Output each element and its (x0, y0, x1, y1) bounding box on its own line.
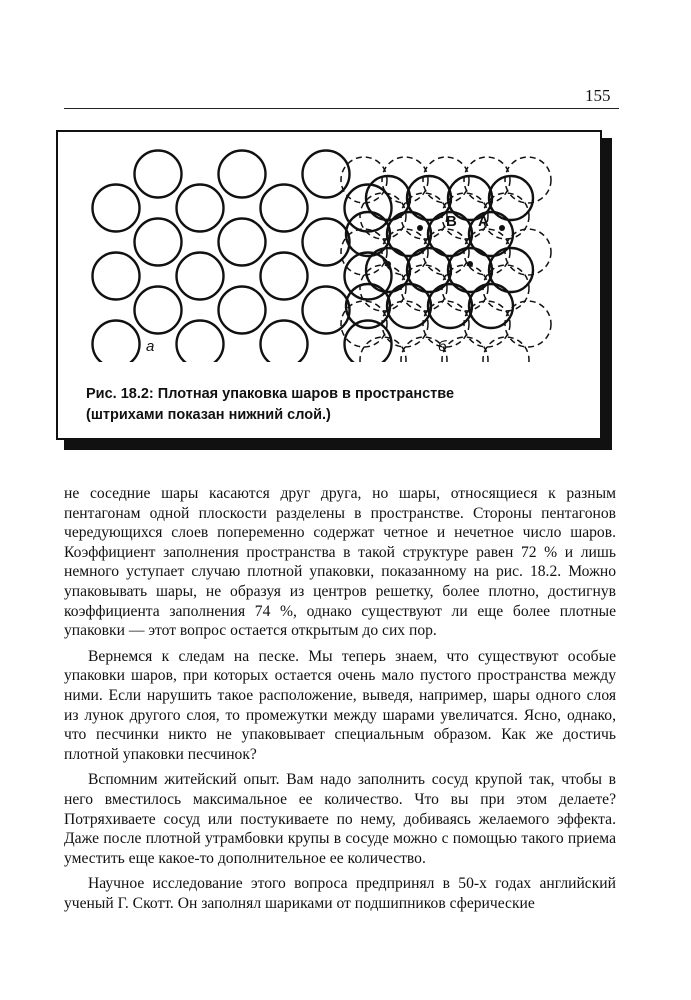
caption-line-1: Рис. 18.2: Плотная упаковка шаров в пространстве (86, 386, 455, 402)
sphere-circle (219, 287, 266, 334)
sphere-circle (219, 219, 266, 266)
paragraph: Вернемся к следам на песке. Мы теперь знаем, что существуют особые упаковки шаров, при которых остается очень мало пустого пространства между ними. Если нарушить такое расположение, выведя, например, шары одного слоя из лунок другого слоя, то промежутки между шарами увеличатся. Ясно, однако, что песчинки никто не упаковывает специальным образом. Как же достичь плотной упаковки песчинок? (64, 647, 616, 763)
header-rule (64, 108, 619, 109)
sphere-circle (93, 253, 140, 300)
sphere-circle (177, 185, 224, 232)
void-dot (417, 225, 423, 231)
sphere-circle (177, 321, 224, 363)
void-dot (467, 261, 473, 267)
paragraph: не соседние шары касаются друг друга, но шары, относящиеся к разным пентагонам одной плоскости разделены в пространстве. Стороны пентагонов чередующихся слоев попеременно содержат четное и нечетное число шаров. Коэффициент заполнения пространства в такой структуре равен 72 % и лишь немного уступает случаю плотной упаковки, показанному на рис. 18.2. Можно упаковывать шары, не образуя из центров решетку, более плотно, достигнув коэффициента заполнения 74 %, однако существуют ли еще более плотные упаковки — этот вопрос остается открытым до сих пор. (64, 485, 616, 640)
sphere-circle-dashed (442, 337, 488, 362)
sphere-circle-dashed (360, 337, 406, 362)
sphere-circle (345, 321, 392, 363)
packing-b-lower-layer (341, 157, 551, 362)
sphere-circle (261, 321, 308, 363)
sphere-circle (135, 219, 182, 266)
sphere-circle (303, 287, 350, 334)
figure-caption (86, 384, 586, 426)
sphere-circle (93, 185, 140, 232)
packing-illustration (58, 132, 600, 362)
packing-b-dots (385, 225, 505, 267)
sphere-circle (219, 151, 266, 198)
paragraph: Научное исследование этого вопроса предпринял в 50-х годах английский ученый Г. Скотт. Он заполнял шариками от подшипников сферические (64, 875, 616, 912)
sphere-circle (177, 253, 224, 300)
sphere-circle (261, 253, 308, 300)
sphere-circle-dashed (505, 157, 551, 203)
caption-line-2: (штрихами показан нижний слой.) (86, 407, 331, 423)
sphere-circle (135, 151, 182, 198)
sphere-circle (135, 287, 182, 334)
marker-b: B (446, 213, 457, 230)
figure-box (56, 130, 602, 440)
subfigure-label-a: а (146, 338, 155, 355)
body-text (64, 484, 616, 919)
sphere-circle-dashed (483, 337, 529, 362)
void-dot (385, 261, 391, 267)
sphere-circle-dashed (382, 157, 428, 203)
sphere-circle (261, 185, 308, 232)
sphere-circle (93, 321, 140, 363)
void-dot (499, 225, 505, 231)
sphere-circle-dashed (464, 157, 510, 203)
page-number: 155 (585, 86, 611, 105)
sphere-circle-dashed (423, 157, 469, 203)
paragraph: Вспомним житейский опыт. Вам надо заполнить сосуд крупой так, чтобы в него вместилось максимальное ее количество. Что вы при этом делаете? Потряхиваете сосуд или постукиваете по нему, добиваясь желаемого эффекта. Даже после плотной утрамбовки крупы в сосуде можно с помощью такого приема уместить еще какое-то дополнительное ее количество. (64, 771, 616, 867)
subfigure-label-b: б (438, 338, 447, 355)
sphere-circle (303, 151, 350, 198)
marker-a: A (478, 213, 489, 230)
packing-a-circles (93, 151, 392, 363)
